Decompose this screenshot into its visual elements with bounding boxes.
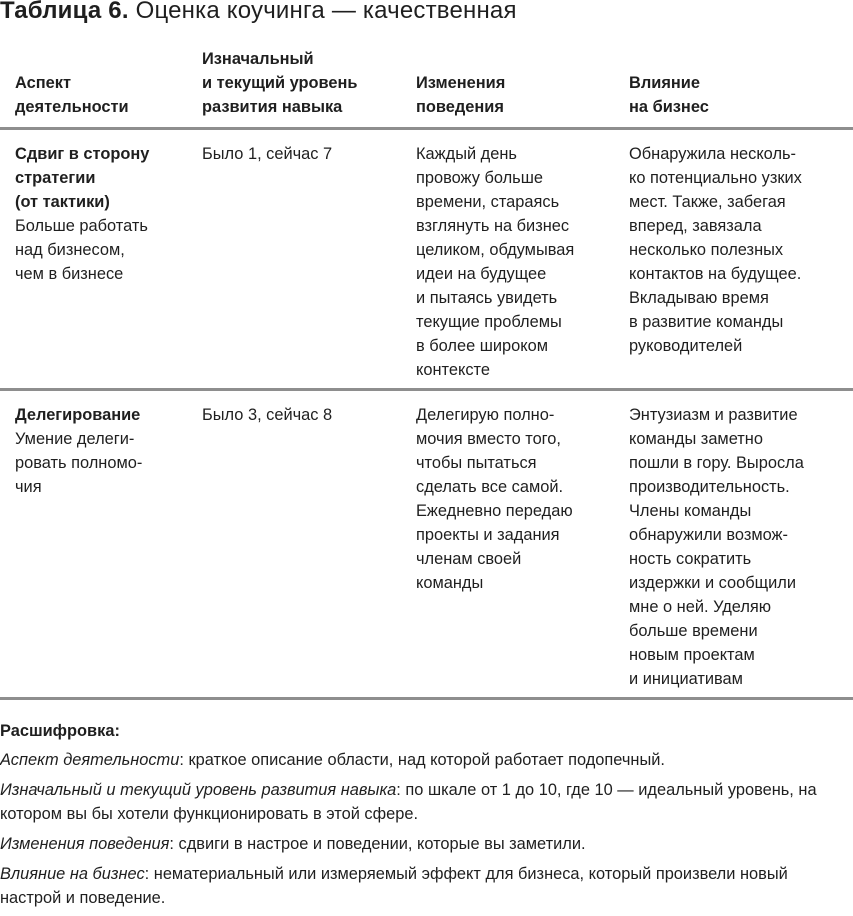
- legend-term: Аспект деятельности: [0, 751, 180, 769]
- table-title-text: Оценка коучинга — качественная: [128, 0, 517, 24]
- legend-text: : краткое описание области, над которой работает подопечный.: [179, 751, 665, 769]
- header-level: Изначальный и текущий уровень развития навыка: [199, 47, 407, 129]
- legend-term: Влияние на бизнес: [0, 865, 145, 883]
- legend-term: Изменения поведения: [0, 835, 170, 853]
- legend-item: [0, 748, 853, 772]
- legend-item: [0, 832, 853, 856]
- legend-heading: Расшифровка:: [0, 722, 120, 740]
- header-behavior: Изменения поведения: [407, 47, 626, 129]
- table-header-row: [0, 47, 853, 129]
- cell-level: Было 3, сейчас 8: [199, 390, 407, 699]
- legend-item: [0, 862, 853, 910]
- cell-impact: Энтузиазм и развитие команды заметно пошли в гору. Выросла производительность. Члены команды обнаружили возмож- ность сократить издержки и сообщили мне о ней. Уделяю больше времени новым проектам и инициативам: [626, 390, 853, 699]
- table-row: [0, 390, 853, 699]
- cell-impact: Обнаружила несколь- ко потенциально узких мест. Также, забегая вперед, завязала несколько полезных контактов на будущее. Вкладываю время в развитие команды руководителей: [626, 129, 853, 390]
- table-number: Таблица 6.: [0, 0, 129, 24]
- cell-behavior: Каждый день провожу больше времени, стараясь взглянуть на бизнес целиком, обдумывая идеи на будущее и пытаясь увидеть текущие проблемы в более широком контексте: [407, 129, 626, 390]
- cell-aspect: Сдвиг в сторону стратегии (от тактики) Больше работать над бизнесом, чем в бизнесе: [0, 129, 199, 390]
- header-impact: Влияние на бизнес: [626, 47, 853, 129]
- coaching-assessment-table: [0, 47, 853, 700]
- cell-behavior: Делегирую полно- мочия вместо того, чтобы пытаться сделать все самой. Ежедневно передаю проекты и задания членам своей команды: [407, 390, 626, 699]
- table-title: [0, 0, 517, 25]
- legend: [0, 719, 853, 916]
- legend-text: : по шкале от 1 до 10, где 10 — идеальный уровень, на котором вы бы хотели функционировать в этой сфере.: [0, 781, 817, 823]
- legend-text: : сдвиги в настрое и поведении, которые вы заметили.: [169, 835, 586, 853]
- cell-level: Было 1, сейчас 7: [199, 129, 407, 390]
- header-aspect: Аспект деятельности: [0, 47, 199, 129]
- cell-aspect: Делегирование Умение делеги- ровать полномо- чия: [0, 390, 199, 699]
- legend-item: [0, 778, 853, 826]
- table-row: [0, 129, 853, 390]
- legend-term: Изначальный и текущий уровень развития навыка: [0, 781, 397, 799]
- legend-text: : нематериальный или измеряемый эффект для бизнеса, который произвели новый настрой и поведение.: [0, 865, 788, 907]
